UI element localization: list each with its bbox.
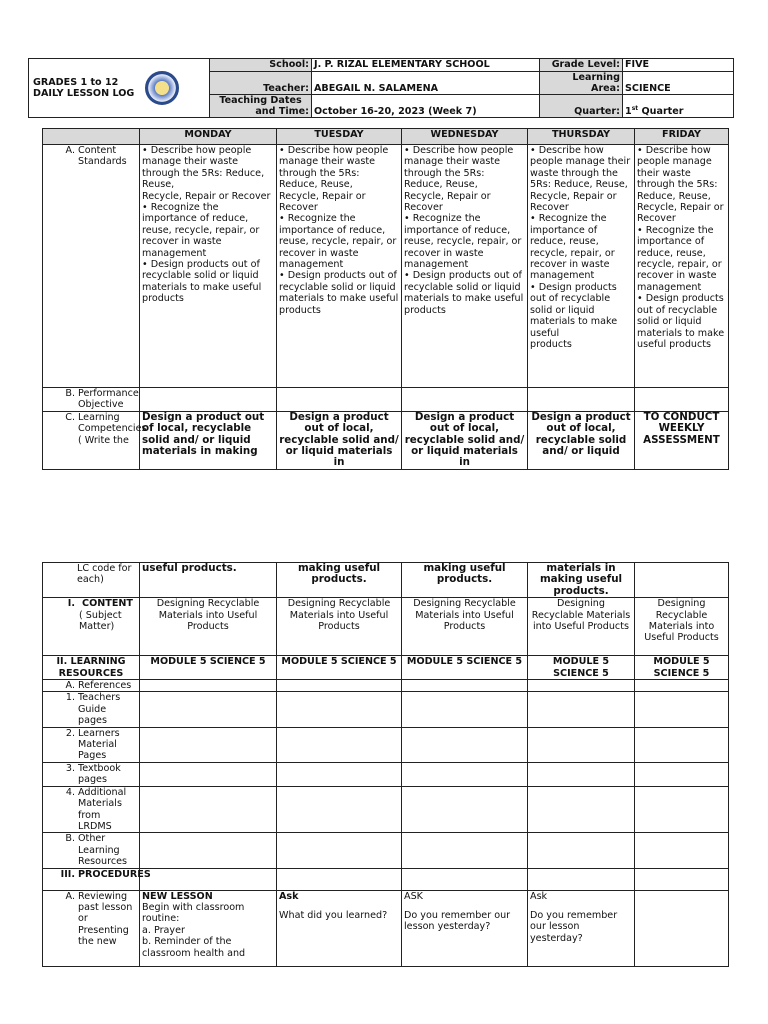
row-label-content: I. CONTENT ( Subject Matter)	[43, 598, 140, 656]
competency-thursday-top: Design a product out of local, recyclable solid and/ or liquid	[528, 411, 635, 469]
row-label-references: A. References	[43, 680, 140, 692]
content-friday: Designing Recyclable Materials into Useful Products	[635, 598, 729, 656]
row-label-other-resources: B. Other Learning Resources	[43, 833, 140, 868]
lesson-log-table-2	[42, 562, 729, 967]
content-standards-monday: • Describe how people manage their waste through the 5Rs: Reduce, Reuse, Recycle, Repair or Recover • Recognize the importance of reduce, reuse, recycle, repair, or recover in waste management • Design products out of recyclable solid or liquid materials to make useful products	[140, 145, 277, 388]
resources-monday: MODULE 5 SCIENCE 5	[140, 656, 277, 680]
reviewing-thursday: Ask Do you remember our lesson yesterday?	[528, 890, 635, 966]
header-table	[28, 58, 734, 118]
performance-wednesday	[402, 388, 528, 412]
quarter-value: 1st Quarter	[623, 95, 734, 118]
reviewing-monday: NEW LESSON Begin with classroom routine: a. Prayer b. Reminder of the classroom health and	[140, 890, 277, 966]
row-label-performance: B. Performance Objective	[43, 388, 140, 412]
competency-tuesday-top: Design a product out of local, recyclable solid and/ or liquid materials in	[277, 411, 402, 469]
school-label: School:	[210, 59, 312, 72]
row-label-resources: II. LEARNING RESOURCES	[43, 656, 140, 680]
row-label-reviewing: A. Reviewing past lesson or Presenting the new	[43, 890, 140, 966]
deped-seal-icon	[145, 71, 179, 105]
competency-label-cont: LC code for each)	[43, 563, 140, 598]
dates-value: October 16-20, 2023 (Week 7)	[312, 95, 540, 118]
resources-thursday: MODULE 5 SCIENCE 5	[528, 656, 635, 680]
content-standards-wednesday: • Describe how people manage their waste through the 5Rs: Reduce, Reuse, Recycle, Repair or Recover • Recognize the importance of reduce, reuse, recycle, repair, or recover in waste management • Design products out of recyclable solid or liquid materials to make useful products	[402, 145, 528, 388]
competency-monday-bottom: useful products.	[140, 563, 277, 598]
row-label-additional-materials: 4. Additional Materials from LRDMS	[43, 786, 140, 833]
competency-friday-bottom	[635, 563, 729, 598]
competency-wednesday-bottom: making useful products.	[402, 563, 528, 598]
day-header-friday: FRIDAY	[635, 129, 729, 145]
competency-thursday-bottom: materials in making useful products.	[528, 563, 635, 598]
title-line-1: GRADES 1 to 12	[33, 77, 119, 88]
row-label-procedures: III. PROCEDURES	[43, 868, 140, 890]
content-standards-tuesday: • Describe how people manage their waste through the 5Rs: Reduce, Reuse, Recycle, Repair or Recover • Recognize the importance of reduce, reuse, recycle, repair, or recover in waste management • Design products out of recyclable solid or liquid materials to make useful products	[277, 145, 402, 388]
dates-label: Teaching Dates and Time:	[210, 95, 312, 118]
performance-friday	[635, 388, 729, 412]
content-wednesday: Designing Recyclable Materials into Useful Products	[402, 598, 528, 656]
content-thursday: Designing Recyclable Materials into Useful Products	[528, 598, 635, 656]
grade-label: Grade Level:	[540, 59, 623, 72]
performance-tuesday	[277, 388, 402, 412]
resources-friday: MODULE 5 SCIENCE 5	[635, 656, 729, 680]
content-monday: Designing Recyclable Materials into Useful Products	[140, 598, 277, 656]
row-label-textbook: 3. Textbook pages	[43, 762, 140, 786]
competency-monday-top: Design a product out of local, recyclable solid and/ or liquid materials in making	[140, 411, 277, 469]
row-label-competencies: C. Learning Competencies ( Write the	[43, 411, 140, 469]
day-header-thursday: THURSDAY	[528, 129, 635, 145]
school-value: J. P. RIZAL ELEMENTARY SCHOOL	[312, 59, 540, 72]
quarter-label: Quarter:	[540, 95, 623, 118]
row-label-content-standards: A. Content Standards	[43, 145, 140, 388]
performance-thursday	[528, 388, 635, 412]
day-header-monday: MONDAY	[140, 129, 277, 145]
content-standards-thursday: • Describe how people manage their waste through the 5Rs: Reduce, Reuse, Recycle, Repair or Recover • Recognize the importance of reduce, reuse, recycle, repair, or recover in waste management • Design products out of recyclable solid or liquid materials to make useful products	[528, 145, 635, 388]
competency-tuesday-bottom: making useful products.	[277, 563, 402, 598]
row-label-learners-material: 2. Learners Material Pages	[43, 727, 140, 762]
title-line-2: DAILY LESSON LOG	[33, 88, 135, 99]
resources-tuesday: MODULE 5 SCIENCE 5	[277, 656, 402, 680]
area-value: SCIENCE	[623, 72, 734, 95]
reviewing-friday	[635, 890, 729, 966]
competency-wednesday-top: Design a product out of local, recyclable solid and/ or liquid materials in	[402, 411, 528, 469]
corner-header	[43, 129, 140, 145]
performance-monday	[140, 388, 277, 412]
reviewing-wednesday: ASK Do you remember our lesson yesterday?	[402, 890, 528, 966]
day-header-wednesday: WEDNESDAY	[402, 129, 528, 145]
reviewing-tuesday: Ask What did you learned?	[277, 890, 402, 966]
content-tuesday: Designing Recyclable Materials into Useful Products	[277, 598, 402, 656]
content-standards-friday: • Describe how people manage their waste through the 5Rs: Reduce, Reuse, Recycle, Repair or Recover • Recognize the importance of reduce, reuse, recycle, repair, or recover in waste management • Design products out of recyclable solid or liquid materials to make useful products	[635, 145, 729, 388]
teacher-label: Teacher:	[210, 72, 312, 95]
dll-title-cell	[29, 59, 210, 118]
resources-wednesday: MODULE 5 SCIENCE 5	[402, 656, 528, 680]
lesson-log-table-1	[42, 128, 729, 470]
teacher-value: ABEGAIL N. SALAMENA	[312, 72, 540, 95]
area-label: Learning Area:	[540, 72, 623, 95]
row-label-teachers-guide: 1. Teachers Guide pages	[43, 692, 140, 727]
grade-value: FIVE	[623, 59, 734, 72]
competency-friday: TO CONDUCT WEEKLY ASSESSMENT	[635, 411, 729, 469]
day-header-tuesday: TUESDAY	[277, 129, 402, 145]
